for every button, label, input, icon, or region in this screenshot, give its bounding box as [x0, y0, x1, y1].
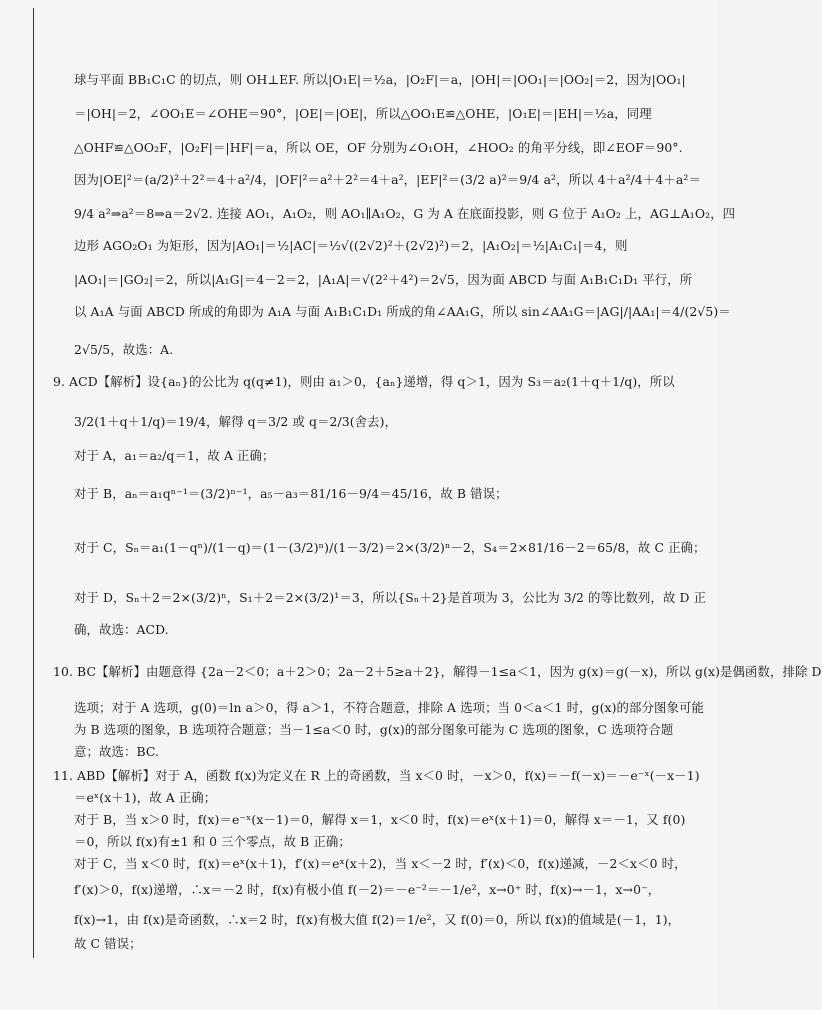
- text-line: 确，故选：ACD.: [74, 622, 169, 637]
- text-line: 因为|OE|²＝(a/2)²＋2²＝4＋a²/4，|OF|²＝a²＋2²＝4＋a²，|EF|²＝(3/2 a)²＝9/4 a²，所以 4＋a²/4＋4＋a²＝: [74, 172, 701, 187]
- text-line: 9/4 a²⇒a²＝8⇒a＝2√2. 连接 AO₁，A₁O₂，则 AO₁∥A₁O₂，G 为 A 在底面投影，则 G 位于 A₁O₂ 上，AG⊥A₁O₂，四: [74, 206, 736, 221]
- text-line: 故 C 错误；: [74, 936, 142, 951]
- text-line: 对于 B，aₙ＝a₁qⁿ⁻¹＝(3/2)ⁿ⁻¹，a₅－a₃＝81/16－9/4＝45/16，故 B 错误；: [74, 486, 508, 501]
- text-line: 对于 A，a₁＝a₂/q＝1，故 A 正确；: [74, 448, 275, 463]
- margin-rule: [33, 8, 34, 958]
- text-line: 边形 AGO₂O₁ 为矩形，因为|AO₁|＝½|AC|＝½√((2√2)²＋(2√2)²)＝2，|A₁O₂|＝½|A₁C₁|＝4，则: [74, 238, 628, 253]
- text-line: 以 A₁A 与面 ABCD 所成的角即为 A₁A 与面 A₁B₁C₁D₁ 所成的角∠AA₁G，所以 sin∠AA₁G＝|AG|/|AA₁|＝4/(2√5)＝: [74, 304, 731, 319]
- text-line: 选项；对于 A 选项，g(0)＝ln a＞0，得 a＞1，不符合题意，排除 A 选项；当 0＜a＜1 时，g(x)的部分图象可能: [74, 700, 704, 715]
- question-9-header: 9. ACD【解析】设{aₙ}的公比为 q(q≠1)，则由 a₁＞0，{aₙ}递增，得 q＞1，因为 S₃＝a₂(1＋q＋1/q)，所以: [53, 374, 675, 389]
- text-line: 3/2(1＋q＋1/q)＝19/4，解得 q＝3/2 或 q＝2/3(舍去)，: [74, 414, 398, 429]
- text-line: △OHF≌△OO₂F，|O₂F|＝|HF|＝a，所以 OE，OF 分别为∠O₁OH，∠HOO₂ 的角平分线，即∠EOF＝90°.: [74, 140, 683, 155]
- text-line: 对于 B，当 x＞0 时，f(x)＝e⁻ˣ(x－1)＝0，解得 x＝1，x＜0 时，f(x)＝eˣ(x＋1)＝0，解得 x＝－1，又 f(0): [74, 812, 686, 827]
- text-line: 意；故选：BC.: [74, 744, 160, 759]
- text-line: 为 B 选项的图象，B 选项符合题意；当－1≤a＜0 时，g(x)的部分图象可能为 C 选项的图象，C 选项符合题: [74, 722, 674, 737]
- text-line: ＝eˣ(x＋1)，故 A 正确；: [74, 790, 217, 805]
- text-line: 2√5/5，故选：A.: [74, 342, 174, 357]
- text-line: 对于 C，Sₙ＝a₁(1－qⁿ)/(1－q)＝(1－(3/2)ⁿ)/(1－3/2)＝2×(3/2)ⁿ－2，S₄＝2×81/16－2＝65/8，故 C 正确；: [74, 540, 706, 555]
- text-line: ＝0，所以 f(x)有±1 和 0 三个零点，故 B 正确；: [74, 834, 351, 849]
- text-line: 对于 C，当 x＜0 时，f(x)＝eˣ(x＋1)，f′(x)＝eˣ(x＋2)，当 x＜－2 时，f′(x)＜0，f(x)递减，－2＜x＜0 时，: [74, 856, 687, 871]
- text-line: ＝|OH|＝2，∠OO₁E＝∠OHE＝90°，|OE|＝|OE|，所以△OO₁E≌△OHE，|O₁E|＝|EH|＝½a，同理: [74, 106, 652, 121]
- question-11-header: 11. ABD【解析】对于 A，函数 f(x)为定义在 R 上的奇函数，当 x＜0 时，－x＞0，f(x)＝－f(－x)＝－e⁻ˣ(－x－1): [53, 768, 700, 783]
- text-line: f(x)→1，由 f(x)是奇函数，∴x＝2 时，f(x)有极大值 f(2)＝1/e²，又 f(0)＝0，所以 f(x)的值域是(－1，1)，: [74, 912, 681, 927]
- text-line: f′(x)＞0，f(x)递增，∴x＝－2 时，f(x)有极小值 f(－2)＝－e⁻²＝－1/e²，x→0⁺ 时，f(x)→－1，x→0⁻，: [74, 882, 661, 897]
- text-line: 球与平面 BB₁C₁C 的切点，则 OH⊥EF. 所以|O₁E|＝½a，|O₂F|＝a，|OH|＝|OO₁|＝|OO₂|＝2，因为|OO₁|: [74, 72, 686, 87]
- question-10-header: 10. BC【解析】由题意得 {2a－2＜0；a＋2＞0；2a－2＋5≥a＋2}，解得－1≤a＜1，因为 g(x)＝g(－x)，所以 g(x)是偶函数，排除 D: [53, 664, 822, 679]
- text-line: |AO₁|＝|GO₂|＝2，所以|A₁G|＝4－2＝2，|A₁A|＝√(2²＋4²)＝2√5，因为面 ABCD 与面 A₁B₁C₁D₁ 平行，所: [74, 272, 693, 287]
- text-line: 对于 D，Sₙ＋2＝2×(3/2)ⁿ，S₁＋2＝2×(3/2)¹＝3，所以{Sₙ＋2}是首项为 3，公比为 3/2 的等比数列，故 D 正: [74, 590, 707, 605]
